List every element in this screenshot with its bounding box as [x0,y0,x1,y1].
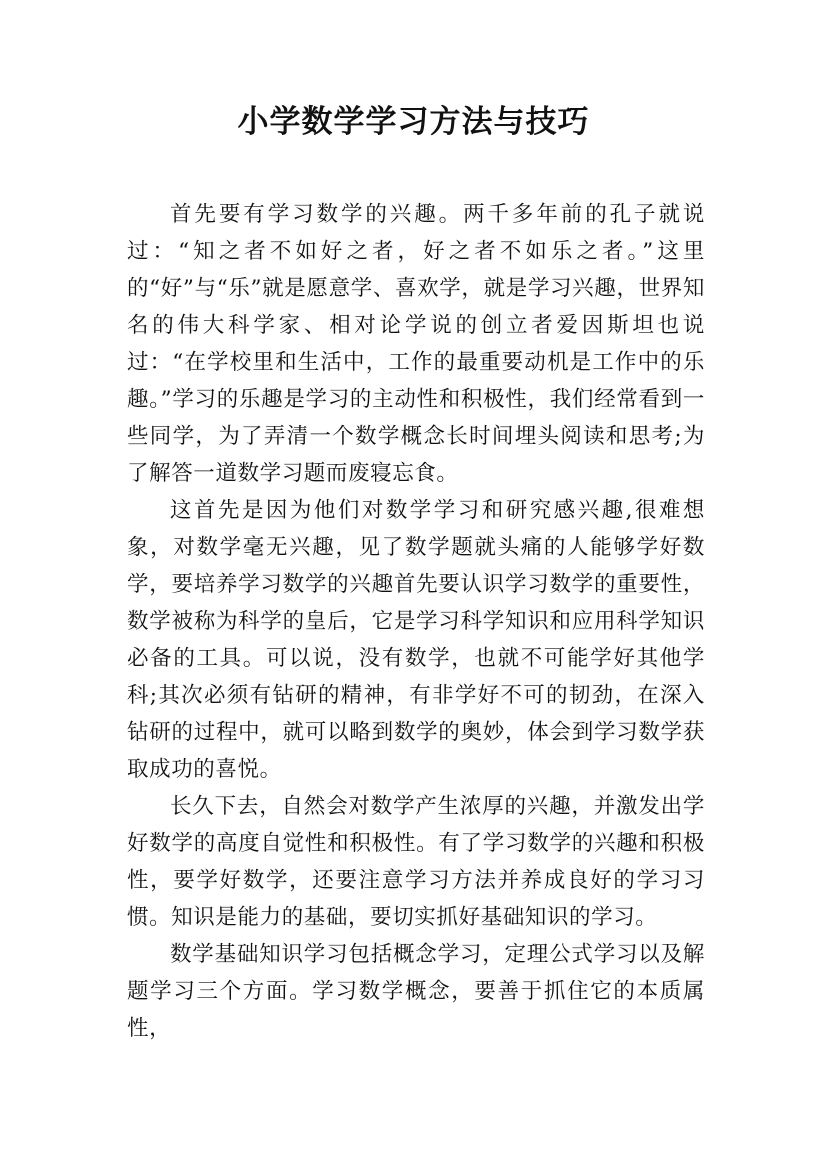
document-title: 小学数学学习方法与技巧 [237,104,590,140]
paragraph-3: 长久下去，自然会对数学产生浓厚的兴趣，并激发出学好数学的高度自觉性和积极性。有了学习数学的兴趣和积极性，要学好数学，还要注意学习方法并养成良好的学习习惯。知识是能力的基础，要切实抓好基础知识的学习。 [127,794,705,930]
paragraph-4: 数学基础知识学习包括概念学习，定理公式学习以及解题学习三个方面。学习数学概念，要善于抓住它的本质属性， [127,942,705,1041]
document-body [127,196,705,1047]
paragraph-1: 首先要有学习数学的兴趣。两千多年前的孔子就说过：“知之者不如好之者，好之者不如乐之者。”这里的“好”与“乐”就是愿意学、喜欢学，就是学习兴趣，世界知名的伟大科学家、相对论学说的创立者爱因斯坦也说过：“在学校里和生活中，工作的最重要动机是工作中的乐趣。”学习的乐趣是学习的主动性和积极性，我们经常看到一些同学，为了弄清一个数学概念长时间埋头阅读和思考;为了解答一道数学习题而废寝忘食。 [127,202,705,486]
paragraph-2: 这首先是因为他们对数学学习和研究感兴趣,很难想象，对数学毫无兴趣，见了数学题就头痛的人能够学好数学，要培养学习数学的兴趣首先要认识学习数学的重要性，数学被称为科学的皇后，它是学习科学知识和应用科学知识必备的工具。可以说，没有数学，也就不可能学好其他学科;其次必须有钻研的精神，有非学好不可的韧劲，在深入钻研的过程中，就可以略到数学的奥妙，体会到学习数学获取成功的喜悦。 [127,498,705,782]
